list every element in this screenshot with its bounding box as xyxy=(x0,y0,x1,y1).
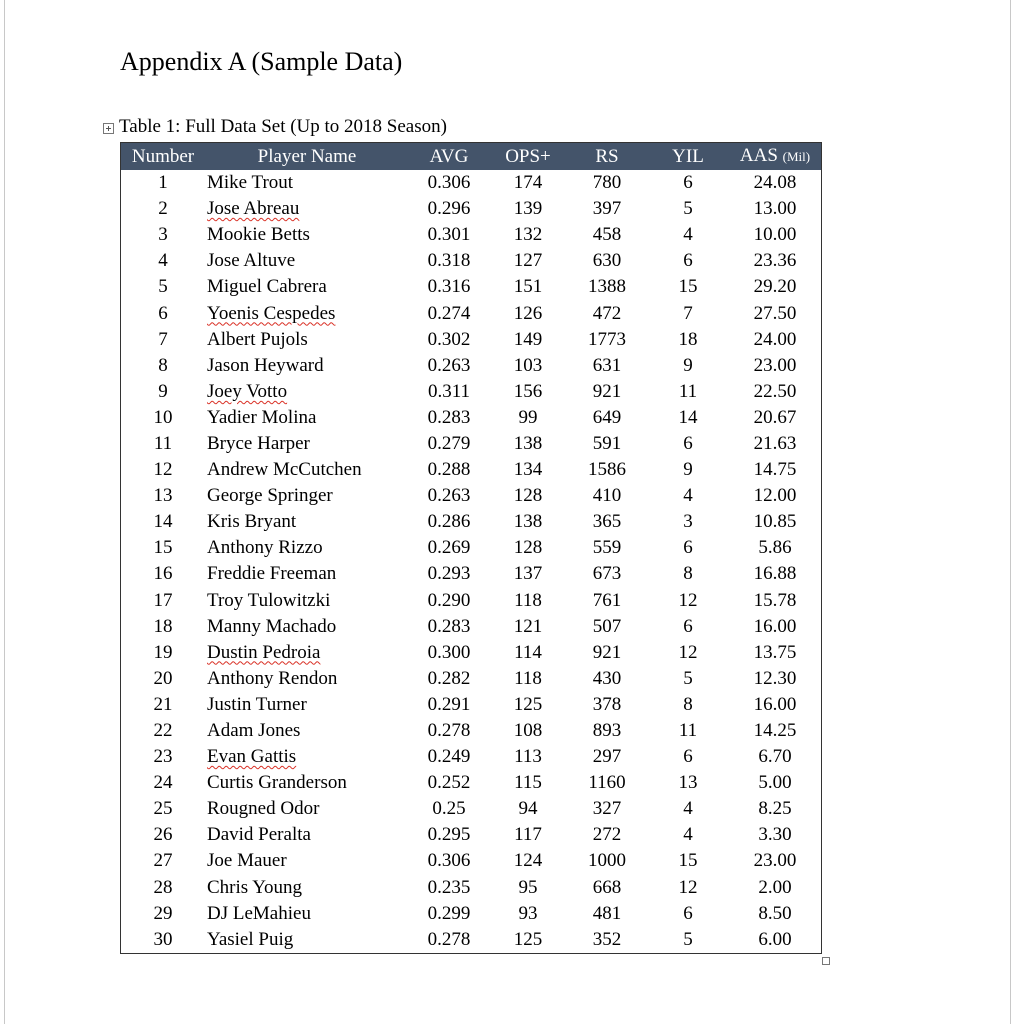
cell-player-name xyxy=(205,640,409,666)
cell-avg: 0.286 xyxy=(427,511,471,533)
cell-ops-plus: 103 xyxy=(513,354,543,376)
cell-player-name: Manny Machado xyxy=(207,615,337,637)
cell-rs: 1773 xyxy=(588,328,626,350)
table-row xyxy=(121,405,821,431)
cell-ops-plus: 108 xyxy=(513,720,543,742)
table-row xyxy=(121,196,821,222)
cell-rs: 630 xyxy=(592,250,622,272)
cell-rs: 780 xyxy=(592,172,622,194)
table-row xyxy=(121,718,821,744)
cell-number: 29 xyxy=(153,902,173,924)
cell-number: 1 xyxy=(158,172,168,194)
table-row xyxy=(121,666,821,692)
page-title: Appendix A (Sample Data) xyxy=(120,47,403,76)
table-row xyxy=(121,431,821,457)
cell-rs: 1388 xyxy=(588,276,626,298)
table-row xyxy=(121,379,821,405)
cell-rs: 458 xyxy=(592,224,622,246)
cell-rs: 472 xyxy=(592,302,622,324)
cell-player-name: Bryce Harper xyxy=(207,432,310,454)
cell-player-name: Mookie Betts xyxy=(207,224,310,246)
header-avg: AVG xyxy=(409,143,489,170)
cell-number: 10 xyxy=(153,406,173,428)
cell-player-name: Albert Pujols xyxy=(207,328,308,350)
cell-yil: 8 xyxy=(683,563,693,585)
cell-yil: 6 xyxy=(683,172,693,194)
table-row xyxy=(121,274,821,300)
cell-ops-plus: 118 xyxy=(514,589,542,611)
cell-avg: 0.278 xyxy=(427,928,471,950)
table-resize-handle[interactable] xyxy=(822,957,830,965)
header-player-name: Player Name xyxy=(205,143,409,170)
cell-rs: 481 xyxy=(592,902,622,924)
table-row xyxy=(121,222,821,248)
cell-avg: 0.279 xyxy=(427,432,471,454)
cell-number: 12 xyxy=(153,459,173,481)
cell-ops-plus: 125 xyxy=(513,928,543,950)
spellcheck-text: Evan Gattis xyxy=(207,746,297,768)
table-row xyxy=(121,770,821,796)
cell-rs: 1586 xyxy=(588,459,626,481)
cell-ops-plus: 126 xyxy=(513,302,543,324)
cell-aas: 12.00 xyxy=(753,485,797,507)
cell-yil: 11 xyxy=(678,380,698,402)
cell-avg: 0.263 xyxy=(427,354,471,376)
cell-avg: 0.282 xyxy=(427,667,471,689)
cell-yil: 6 xyxy=(683,432,693,454)
cell-avg: 0.269 xyxy=(427,537,471,559)
cell-number: 27 xyxy=(153,850,173,872)
cell-rs: 673 xyxy=(592,563,622,585)
cell-ops-plus: 128 xyxy=(513,485,543,507)
table-body xyxy=(121,170,821,953)
cell-yil: 11 xyxy=(678,720,698,742)
cell-number: 22 xyxy=(153,720,173,742)
cell-player-name: Andrew McCutchen xyxy=(207,459,362,481)
table-row xyxy=(121,483,821,509)
data-table xyxy=(120,142,822,954)
cell-rs: 631 xyxy=(592,354,622,376)
cell-rs: 327 xyxy=(592,798,622,820)
table-row xyxy=(121,927,821,953)
cell-number: 16 xyxy=(153,563,173,585)
cell-yil: 18 xyxy=(678,328,698,350)
cell-ops-plus: 118 xyxy=(514,667,542,689)
cell-number: 9 xyxy=(158,380,168,402)
cell-avg: 0.274 xyxy=(427,302,471,324)
cell-number: 30 xyxy=(153,928,173,950)
cell-number: 5 xyxy=(158,276,168,298)
cell-rs: 761 xyxy=(592,589,622,611)
cell-player-name: Rougned Odor xyxy=(207,798,320,820)
cell-player-name: Kris Bryant xyxy=(207,511,297,533)
cell-player-name: DJ LeMahieu xyxy=(207,902,311,924)
cell-player-name: Joe Mauer xyxy=(207,850,287,872)
cell-aas: 13.75 xyxy=(753,641,797,663)
cell-ops-plus: 127 xyxy=(513,250,543,272)
cell-avg: 0.302 xyxy=(427,328,471,350)
cell-rs: 893 xyxy=(592,720,622,742)
table-row xyxy=(121,744,821,770)
cell-yil: 9 xyxy=(683,459,693,481)
cell-rs: 365 xyxy=(592,511,622,533)
cell-avg: 0.311 xyxy=(427,380,471,402)
cell-player-name: David Peralta xyxy=(207,824,311,846)
table-row xyxy=(121,170,821,196)
cell-avg: 0.252 xyxy=(427,772,471,794)
cell-aas: 16.00 xyxy=(753,693,797,715)
cell-avg: 0.288 xyxy=(427,459,471,481)
cell-ops-plus: 132 xyxy=(513,224,543,246)
cell-avg: 0.291 xyxy=(427,693,471,715)
cell-avg: 0.235 xyxy=(427,876,471,898)
cell-ops-plus: 113 xyxy=(514,746,542,768)
cell-aas: 14.75 xyxy=(753,459,797,481)
header-aas xyxy=(729,143,821,170)
cell-player-name: Anthony Rendon xyxy=(207,667,338,689)
cell-aas: 21.63 xyxy=(753,432,797,454)
cell-rs: 559 xyxy=(592,537,622,559)
cell-yil: 4 xyxy=(683,224,693,246)
cell-avg: 0.301 xyxy=(427,224,471,246)
page-edge-right xyxy=(1010,0,1011,1024)
cell-yil: 6 xyxy=(683,250,693,272)
cell-rs: 1000 xyxy=(588,850,626,872)
header-number: Number xyxy=(121,143,205,170)
cell-aas: 15.78 xyxy=(753,589,797,611)
cell-aas: 2.00 xyxy=(758,876,792,898)
cell-aas: 8.25 xyxy=(758,798,792,820)
cell-avg: 0.283 xyxy=(427,406,471,428)
cell-player-name xyxy=(205,744,409,770)
cell-rs: 921 xyxy=(592,380,622,402)
cell-number: 19 xyxy=(153,641,173,663)
cell-aas: 24.00 xyxy=(753,328,797,350)
cell-ops-plus: 137 xyxy=(513,563,543,585)
cell-avg: 0.318 xyxy=(427,250,471,272)
cell-number: 4 xyxy=(158,250,168,272)
cell-ops-plus: 93 xyxy=(518,902,538,924)
cell-player-name xyxy=(205,196,409,222)
cell-avg: 0.299 xyxy=(427,902,471,924)
cell-rs: 1160 xyxy=(588,772,626,794)
cell-yil: 6 xyxy=(683,537,693,559)
cell-aas: 22.50 xyxy=(753,380,797,402)
cell-aas: 13.00 xyxy=(753,198,797,220)
cell-rs: 378 xyxy=(592,693,622,715)
table-row xyxy=(121,457,821,483)
cell-number: 13 xyxy=(153,485,173,507)
cell-avg: 0.295 xyxy=(427,824,471,846)
cell-aas: 10.85 xyxy=(753,511,797,533)
cell-number: 17 xyxy=(153,589,173,611)
cell-aas: 5.86 xyxy=(758,537,792,559)
header-yil: YIL xyxy=(647,143,729,170)
cell-number: 15 xyxy=(153,537,173,559)
cell-player-name: Freddie Freeman xyxy=(207,563,337,585)
cell-avg: 0.306 xyxy=(427,850,471,872)
cell-aas: 12.30 xyxy=(753,667,797,689)
cell-aas: 23.00 xyxy=(753,850,797,872)
table-row xyxy=(121,796,821,822)
cell-number: 20 xyxy=(153,667,173,689)
cell-yil: 5 xyxy=(683,667,693,689)
cell-yil: 12 xyxy=(678,589,698,611)
cell-avg: 0.290 xyxy=(427,589,471,611)
cell-yil: 3 xyxy=(683,511,693,533)
cell-player-name: Yadier Molina xyxy=(207,406,317,428)
cell-ops-plus: 99 xyxy=(518,406,538,428)
cell-rs: 591 xyxy=(592,432,622,454)
cell-player-name: Chris Young xyxy=(207,876,303,898)
cell-rs: 921 xyxy=(592,641,622,663)
cell-aas: 27.50 xyxy=(753,302,797,324)
cell-ops-plus: 139 xyxy=(513,198,543,220)
table-row xyxy=(121,640,821,666)
table-row xyxy=(121,353,821,379)
cell-aas: 23.00 xyxy=(753,354,797,376)
cell-rs: 272 xyxy=(592,824,622,846)
cell-yil: 4 xyxy=(683,798,693,820)
cell-avg: 0.263 xyxy=(427,485,471,507)
cell-ops-plus: 174 xyxy=(513,172,543,194)
cell-ops-plus: 94 xyxy=(518,798,538,820)
cell-ops-plus: 138 xyxy=(513,432,543,454)
table-row xyxy=(121,588,821,614)
table-header-row xyxy=(121,143,821,170)
page-edge-left xyxy=(4,0,5,1024)
cell-aas: 10.00 xyxy=(753,224,797,246)
cell-ops-plus: 125 xyxy=(513,693,543,715)
table-row xyxy=(121,535,821,561)
cell-player-name xyxy=(205,379,409,405)
cell-ops-plus: 138 xyxy=(513,511,543,533)
cell-avg: 0.316 xyxy=(427,276,471,298)
cell-aas: 14.25 xyxy=(753,720,797,742)
cell-yil: 13 xyxy=(678,772,698,794)
cell-rs: 297 xyxy=(592,746,622,768)
cell-ops-plus: 117 xyxy=(514,824,542,846)
table-row xyxy=(121,327,821,353)
cell-ops-plus: 151 xyxy=(513,276,543,298)
cell-number: 25 xyxy=(153,798,173,820)
cell-number: 21 xyxy=(153,693,173,715)
table-row xyxy=(121,614,821,640)
table-row xyxy=(121,561,821,587)
cell-number: 7 xyxy=(158,328,168,350)
cell-aas: 23.36 xyxy=(753,250,797,272)
cell-yil: 8 xyxy=(683,693,693,715)
cell-player-name: Jason Heyward xyxy=(207,354,324,376)
cell-yil: 5 xyxy=(683,198,693,220)
cell-ops-plus: 121 xyxy=(513,615,543,637)
header-rs: RS xyxy=(567,143,647,170)
cell-player-name: Justin Turner xyxy=(207,693,307,715)
cell-player-name: George Springer xyxy=(207,485,333,507)
cell-aas: 29.20 xyxy=(753,276,797,298)
cell-yil: 14 xyxy=(678,406,698,428)
spellcheck-text: Dustin Pedroia xyxy=(207,641,321,663)
cell-ops-plus: 124 xyxy=(513,850,543,872)
cell-ops-plus: 114 xyxy=(514,641,542,663)
cell-avg: 0.25 xyxy=(432,798,466,820)
cell-yil: 15 xyxy=(678,276,698,298)
table-row xyxy=(121,300,821,326)
cell-number: 14 xyxy=(153,511,173,533)
cell-aas: 20.67 xyxy=(753,406,797,428)
cell-ops-plus: 149 xyxy=(513,328,543,350)
cell-number: 24 xyxy=(153,772,173,794)
cell-yil: 6 xyxy=(683,615,693,637)
cell-yil: 12 xyxy=(678,876,698,898)
cell-avg: 0.278 xyxy=(427,720,471,742)
cell-player-name: Anthony Rizzo xyxy=(207,537,323,559)
cell-yil: 12 xyxy=(678,641,698,663)
cell-number: 23 xyxy=(153,746,173,768)
cell-player-name: Jose Altuve xyxy=(207,250,296,272)
table-row xyxy=(121,848,821,874)
cell-number: 28 xyxy=(153,876,173,898)
cell-rs: 649 xyxy=(592,406,622,428)
cell-aas: 3.30 xyxy=(758,824,792,846)
cell-aas: 6.70 xyxy=(758,746,792,768)
cell-ops-plus: 95 xyxy=(518,876,538,898)
cell-aas: 6.00 xyxy=(758,928,792,950)
table-row xyxy=(121,875,821,901)
cell-rs: 668 xyxy=(592,876,622,898)
cell-player-name: Adam Jones xyxy=(207,720,301,742)
cell-number: 2 xyxy=(158,198,168,220)
spellcheck-text: Jose Abreau xyxy=(207,198,300,220)
cell-player-name: Yasiel Puig xyxy=(207,928,294,950)
cell-player-name: Mike Trout xyxy=(207,172,294,194)
cell-rs: 397 xyxy=(592,198,622,220)
cell-aas: 5.00 xyxy=(758,772,792,794)
cell-rs: 507 xyxy=(592,615,622,637)
table-caption: Table 1: Full Data Set (Up to 2018 Season) xyxy=(119,116,447,137)
cell-yil: 7 xyxy=(683,302,693,324)
cell-rs: 410 xyxy=(592,485,622,507)
cell-player-name: Miguel Cabrera xyxy=(207,276,327,298)
cell-ops-plus: 156 xyxy=(513,380,543,402)
cell-aas: 8.50 xyxy=(758,902,792,924)
cell-avg: 0.293 xyxy=(427,563,471,585)
table-row xyxy=(121,509,821,535)
cell-rs: 430 xyxy=(592,667,622,689)
cell-ops-plus: 128 xyxy=(513,537,543,559)
header-ops-plus: OPS+ xyxy=(489,143,567,170)
table-row xyxy=(121,822,821,848)
cell-ops-plus: 115 xyxy=(514,772,542,794)
cell-avg: 0.306 xyxy=(427,172,471,194)
cell-player-name: Troy Tulowitzki xyxy=(207,589,331,611)
cell-player-name xyxy=(205,300,409,326)
cell-yil: 5 xyxy=(683,928,693,950)
header-aas-label: AAS xyxy=(739,145,778,166)
cell-avg: 0.249 xyxy=(427,746,471,768)
cell-aas: 16.00 xyxy=(753,615,797,637)
cell-number: 26 xyxy=(153,824,173,846)
spellcheck-text: Yoenis Cespedes xyxy=(207,302,336,324)
cell-number: 11 xyxy=(153,432,173,454)
cell-number: 8 xyxy=(158,354,168,376)
cell-avg: 0.300 xyxy=(427,641,471,663)
header-aas-unit: (Mil) xyxy=(782,149,811,164)
cell-rs: 352 xyxy=(592,928,622,950)
cell-yil: 4 xyxy=(683,485,693,507)
cell-ops-plus: 134 xyxy=(513,459,543,481)
spellcheck-text: Joey Votto xyxy=(207,380,288,402)
cell-yil: 9 xyxy=(683,354,693,376)
table-row xyxy=(121,901,821,927)
cell-yil: 6 xyxy=(683,746,693,768)
cell-number: 6 xyxy=(158,302,168,324)
table-row xyxy=(121,692,821,718)
cell-avg: 0.296 xyxy=(427,198,471,220)
cell-number: 18 xyxy=(153,615,173,637)
cell-yil: 6 xyxy=(683,902,693,924)
cell-number: 3 xyxy=(158,224,168,246)
cell-aas: 24.08 xyxy=(753,172,797,194)
cell-yil: 15 xyxy=(678,850,698,872)
cell-aas: 16.88 xyxy=(753,563,797,585)
table-row xyxy=(121,248,821,274)
cell-avg: 0.283 xyxy=(427,615,471,637)
cell-yil: 4 xyxy=(683,824,693,846)
cell-player-name: Curtis Granderson xyxy=(207,772,347,794)
table-move-handle-icon[interactable] xyxy=(103,123,114,134)
